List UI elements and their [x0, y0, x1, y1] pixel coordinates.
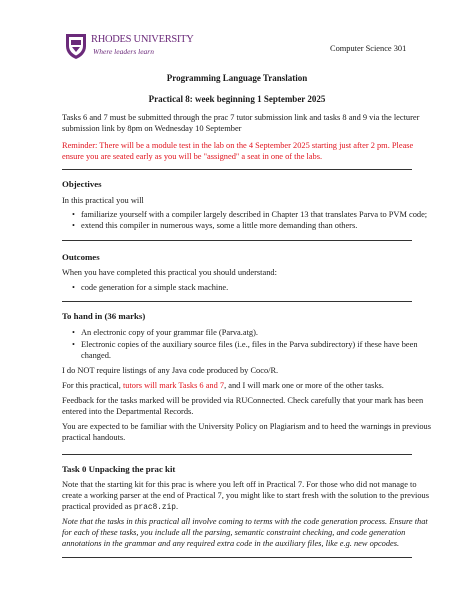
course-name: Computer Science 301	[330, 44, 407, 53]
objectives-lead: In this practical you will	[62, 196, 144, 205]
outcome-item: code generation for a simple stack machine.	[81, 283, 229, 292]
intro-line-2: submission link by 8pm on Wednesday 10 September	[62, 124, 242, 133]
marking-note-highlight: tutors will mark Tasks 6 and 7	[122, 381, 225, 390]
divider	[62, 454, 412, 455]
task0-note-line-2: for each of these tasks, you include all the parsing, semantic constraint checking, and code generation	[62, 528, 406, 537]
feedback-line-2: entered into the Departmental Records.	[62, 407, 194, 416]
university-logo	[64, 32, 194, 62]
task0-heading: Task 0 Unpacking the prac kit	[62, 464, 176, 474]
marking-note-post: , and I will mark one or more of the other tasks.	[224, 381, 384, 390]
outcomes-lead: When you have completed this practical you should understand:	[62, 268, 277, 277]
divider	[62, 301, 412, 302]
reminder-line-1: Reminder: There will be a module test in the lab on the 4 September 2025 starting just after 2 pm. Please	[62, 141, 414, 150]
outcomes-heading: Outcomes	[62, 252, 100, 262]
page-subtitle: Practical 8: week beginning 1 September 2025	[148, 94, 326, 104]
marking-note	[62, 381, 384, 392]
bullet-icon: •	[72, 283, 75, 292]
page-title: Programming Language Translation	[166, 73, 308, 83]
task0-body-line-1: Note that the starting kit for this prac is where you left off in Practical 7. For those who did not manage to	[62, 480, 417, 489]
plagiarism-line-2: practical handouts.	[62, 433, 126, 442]
task0-provided-pre: practical provided as	[62, 502, 134, 511]
hand-in-heading: To hand in (36 marks)	[62, 311, 146, 321]
objective-item: extend this compiler in numerous ways, some a little more demanding than others.	[81, 221, 358, 230]
feedback-line-1: Feedback for the tasks marked will be provided via RUConnected. Check carefully that your mark has been	[62, 396, 424, 405]
no-java-note: I do NOT require listings of any Java code produced by Coco/R.	[62, 366, 279, 375]
task0-provided-post: .	[175, 502, 179, 511]
university-motto: Where leaders learn	[93, 47, 154, 56]
task0-note-line-3: annotations in the grammar and any required extra code in the auxiliary files, like e.g. new opcodes.	[62, 539, 400, 548]
divider	[62, 557, 412, 558]
bullet-icon: •	[72, 221, 75, 230]
bullet-icon: •	[72, 210, 75, 219]
marking-note-pre: For this practical,	[62, 381, 123, 390]
hand-in-item: An electronic copy of your grammar file (Parva.atg).	[81, 328, 258, 337]
divider	[62, 169, 412, 170]
objectives-heading: Objectives	[62, 179, 102, 189]
divider	[62, 240, 412, 241]
task0-body-line-2: create a working parser at the end of Practical 7, you might like to start fresh with the solution to the previous	[62, 491, 430, 500]
bullet-icon: •	[72, 328, 75, 337]
hand-in-item: Electronic copies of the auxiliary source files (i.e., files in the Parva subdirectory) if these have been	[81, 340, 418, 349]
prac-kit-filename: prac8.zip	[133, 504, 176, 512]
university-name: RHODES UNIVERSITY	[91, 34, 194, 45]
intro-line-1: Tasks 6 and 7 must be submitted through the prac 7 tutor submission link and tasks 8 and 9 via the lecturer	[62, 113, 420, 122]
crest-icon	[64, 32, 88, 60]
objective-item: familiarize yourself with a compiler largely described in Chapter 13 that translates Parva to PVM code;	[81, 210, 428, 219]
bullet-icon: •	[72, 340, 75, 349]
plagiarism-line-1: You are expected to be familiar with the University Policy on Plagiarism and to heed the warnings in previous	[62, 422, 431, 431]
reminder-line-2: ensure you are seated early as you will be "assigned" a seat in one of the labs.	[62, 152, 323, 161]
task0-note-line-1: Note that the tasks in this practical all involve coming to terms with the code generation process. Ensure that	[62, 517, 428, 526]
hand-in-item-continued: changed.	[81, 351, 111, 360]
task0-provided	[62, 502, 178, 514]
